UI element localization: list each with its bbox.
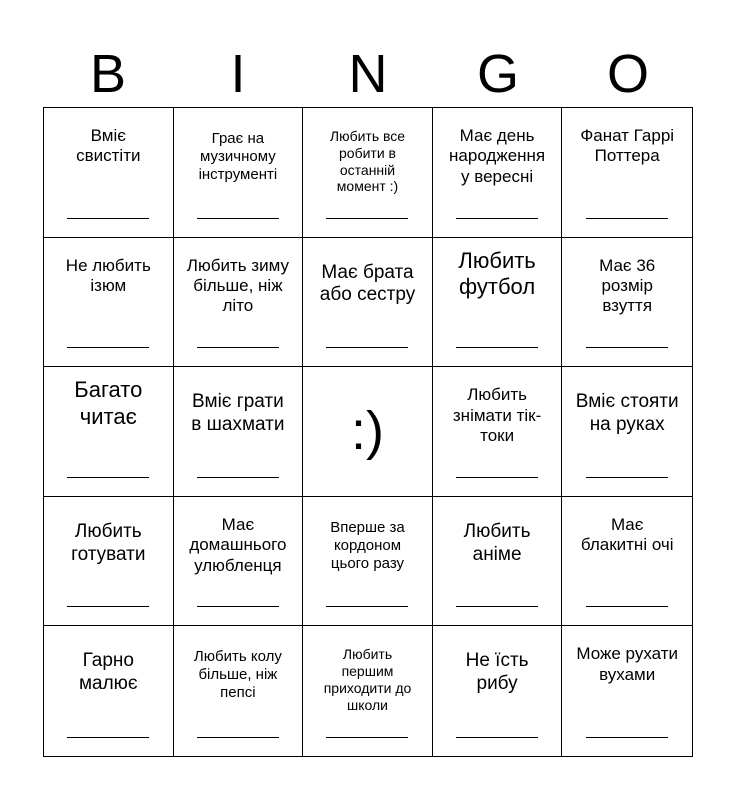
bingo-cell-r3-c1[interactable]: [44, 367, 174, 497]
bingo-cell-r4-c4[interactable]: [433, 497, 563, 627]
bingo-cell-r1-c4[interactable]: [433, 108, 563, 238]
signature-line: [456, 218, 538, 219]
signature-line: [586, 477, 668, 478]
bingo-cell-text: Фанат Гаррі Поттера: [580, 126, 675, 166]
header-letter-n: N: [348, 44, 388, 104]
signature-line: [197, 218, 279, 219]
bingo-cell-text: Може рухати вухами: [576, 644, 678, 684]
signature-line: [67, 477, 149, 478]
bingo-cell-text: Вміє грати в шахмати: [191, 391, 285, 435]
bingo-cell-r3-c3[interactable]: [303, 367, 433, 497]
bingo-cell-text: Вміє стояти на руках: [575, 391, 679, 435]
signature-line: [586, 737, 668, 738]
signature-line: [326, 218, 408, 219]
bingo-cell-text: Має блакитні очі: [580, 514, 674, 555]
bingo-cell-r2-c5[interactable]: [562, 238, 692, 368]
bingo-cell-r4-c1[interactable]: [44, 497, 174, 627]
bingo-cell-r2-c3[interactable]: [303, 238, 433, 368]
bingo-cell-r2-c4[interactable]: [433, 238, 563, 368]
bingo-cell-text: Любить готувати: [71, 520, 146, 565]
bingo-cell-text: Любить зиму більше, ніж літо: [186, 255, 289, 316]
bingo-cell-text: Має домашнього улюбленця: [189, 514, 287, 575]
signature-line: [456, 477, 538, 478]
bingo-cell-text: Не їсть рибу: [465, 650, 529, 695]
signature-line: [197, 347, 279, 348]
bingo-cell-text: Має день народження у вересні: [449, 126, 546, 186]
signature-line: [456, 606, 538, 607]
signature-line: [67, 606, 149, 607]
signature-line: [197, 737, 279, 738]
signature-line: [586, 606, 668, 607]
bingo-cell-text: Має брата або сестру: [319, 261, 416, 306]
bingo-cell-text: Любить футбол: [458, 247, 536, 299]
header-letter-b: B: [89, 44, 127, 104]
header-letter-g: G: [476, 44, 519, 104]
header-letter-i: I: [230, 44, 246, 104]
bingo-cell-r1-c3[interactable]: [303, 108, 433, 238]
bingo-cell-text: Не любить ізюм: [65, 255, 151, 295]
bingo-cell-text: Грає на музичному інструменті: [198, 130, 278, 183]
bingo-cell-r5-c1[interactable]: [44, 626, 174, 756]
signature-line: [197, 606, 279, 607]
bingo-card-grid: [43, 107, 693, 757]
bingo-cell-text: Любить все робити в останній момент :): [329, 128, 406, 195]
header-letter-o: O: [606, 44, 649, 104]
signature-line: [326, 606, 408, 607]
bingo-cell-r1-c2[interactable]: [174, 108, 304, 238]
signature-line: [456, 737, 538, 738]
signature-line: [67, 737, 149, 738]
bingo-cell-r5-c5[interactable]: [562, 626, 692, 756]
bingo-cell-text: Любить першим приходити до школи: [323, 646, 412, 713]
signature-line: [456, 347, 538, 348]
bingo-cell-text: Багато читає: [74, 377, 143, 429]
bingo-cell-text: Має 36 розмір взуття: [599, 255, 656, 316]
bingo-cell-text: Любить аніме: [463, 520, 531, 565]
bingo-cell-r3-c5[interactable]: [562, 367, 692, 497]
bingo-cell-text: Любить знімати тік- токи: [452, 385, 542, 445]
bingo-cell-r5-c4[interactable]: [433, 626, 563, 756]
signature-line: [326, 737, 408, 738]
bingo-cell-r1-c5[interactable]: [562, 108, 692, 238]
bingo-cell-text: Гарно малює: [78, 650, 138, 695]
signature-line: [586, 218, 668, 219]
bingo-cell-r4-c5[interactable]: [562, 497, 692, 627]
bingo-cell-text: Вміє свистіти: [76, 126, 141, 166]
signature-line: [67, 218, 149, 219]
bingo-cell-text: Вперше за кордоном цього разу: [330, 518, 405, 572]
signature-line: [67, 347, 149, 348]
bingo-header: [43, 40, 693, 108]
bingo-cell-r5-c3[interactable]: [303, 626, 433, 756]
bingo-cell-r5-c2[interactable]: [174, 626, 304, 756]
bingo-cell-r2-c1[interactable]: [44, 238, 174, 368]
bingo-cell-r1-c1[interactable]: [44, 108, 174, 238]
signature-line: [326, 347, 408, 348]
bingo-cell-r2-c2[interactable]: [174, 238, 304, 368]
signature-line: [197, 477, 279, 478]
signature-line: [586, 347, 668, 348]
bingo-cell-text: Любить колу більше, ніж пепсі: [193, 648, 282, 702]
free-space-smiley: :): [350, 401, 384, 462]
bingo-cell-r4-c2[interactable]: [174, 497, 304, 627]
bingo-cell-r3-c2[interactable]: [174, 367, 304, 497]
bingo-cell-r4-c3[interactable]: [303, 497, 433, 627]
bingo-cell-r3-c4[interactable]: [433, 367, 563, 497]
